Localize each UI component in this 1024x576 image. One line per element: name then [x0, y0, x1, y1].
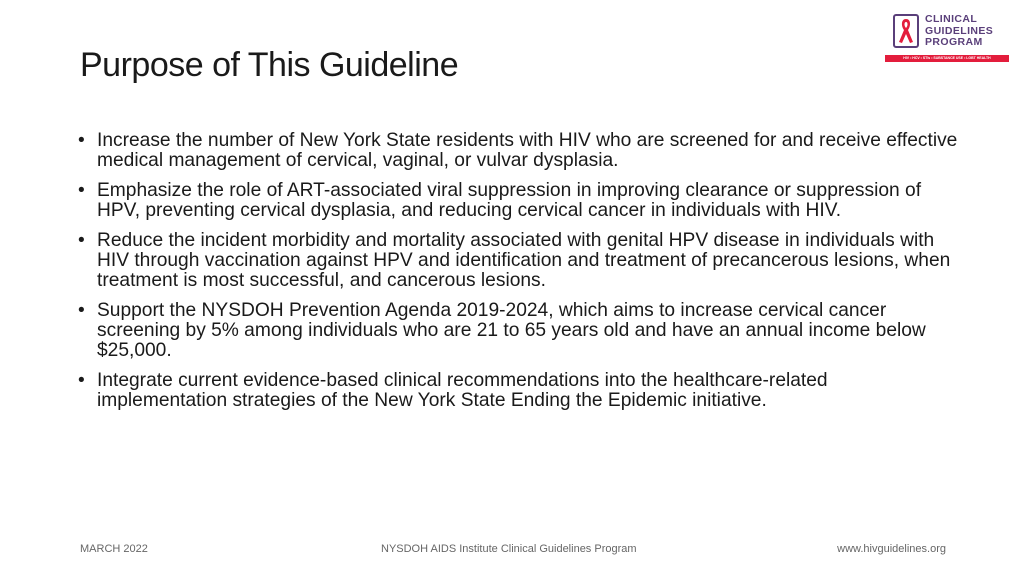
logo-topic-strip: HIV • HCV • STIs • SUBSTANCE USE • LGBT HEALTH [885, 55, 1009, 62]
bullet-marker: • [78, 370, 85, 391]
bullet-text: Reduce the incident morbidity and mortality associated with genital HPV disease in individuals with HIV through vaccination against HPV and identification and treatment of precancerous lesions, when treatment is most successful, and cancerous lesions. [97, 230, 951, 291]
logo-frame [893, 14, 919, 48]
bullet-item [78, 301, 958, 361]
footer-date: MARCH 2022 [80, 543, 148, 555]
slide-title: Purpose of This Guideline [80, 46, 459, 84]
clinical-guidelines-program-logo [885, 12, 1011, 64]
bullet-marker: • [78, 180, 85, 201]
logo-line-clinical: CLINICAL [925, 13, 978, 25]
bullet-text: Emphasize the role of ART-associated viral suppression in improving clearance or suppression of HPV, preventing cervical dysplasia, and reducing cervical cancer in individuals with HIV. [97, 180, 922, 221]
bullet-marker: • [78, 130, 85, 151]
bullet-item [78, 371, 958, 411]
bullet-list [78, 131, 958, 421]
logo-line-guidelines: GUIDELINES [925, 24, 994, 37]
bullet-item [78, 131, 958, 171]
footer-website: www.hivguidelines.org [837, 543, 946, 555]
bullet-item [78, 231, 958, 291]
bullet-text: Support the NYSDOH Prevention Agenda 2019-2024, which aims to increase cervical cancer screening by 5% among individuals who are 21 to 65 years old and have an annual income below $25,000. [97, 300, 926, 361]
bullet-text: Integrate current evidence-based clinical recommendations into the healthcare-related implementation strategies of the New York State Ending the Epidemic initiative. [97, 370, 828, 411]
footer-organization: NYSDOH AIDS Institute Clinical Guidelines Program [381, 543, 637, 555]
bullet-marker: • [78, 230, 85, 251]
red-ribbon-icon [895, 16, 917, 46]
bullet-text: Increase the number of New York State residents with HIV who are screened for and receive effective medical management of cervical, vaginal, or vulvar dysplasia. [97, 130, 958, 171]
bullet-item [78, 181, 958, 221]
logo-line-program: PROGRAM [925, 36, 983, 48]
bullet-marker: • [78, 300, 85, 321]
logo-wordmark [925, 14, 993, 49]
